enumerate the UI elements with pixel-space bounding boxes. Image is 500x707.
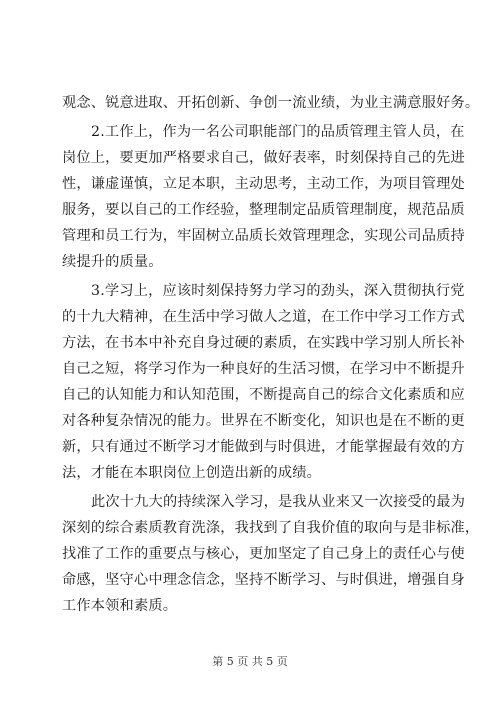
paragraph-3-line-4: 自己之短，将学习作为一种良好的生活习惯，在学习中不断提升 bbox=[62, 361, 465, 377]
paragraph-3-line-1: 3.学习上，应该时刻保持努力学习的劲头，深入贯彻执行党 bbox=[91, 283, 465, 299]
paragraph-2-line-1: 2.工作上，作为一名公司职能部门的品质管理主管人员，在 bbox=[91, 124, 465, 140]
paragraph-3-line-2: 的十九大精神，在生活中学习做人之道，在工作中学习工作方式 bbox=[62, 309, 465, 325]
paragraph-4-line-3: 找准了工作的重要点与核心，更加坚定了自己身上的责任心与使 bbox=[62, 546, 465, 562]
paragraph-4-line-2: 深刻的综合素质教育洗涤，我找到了自我价值的取向与是非标准， bbox=[62, 520, 480, 536]
paragraph-2-line-5: 管理和员工行为，牢固树立品质长效管理理念，实现公司品质持 bbox=[62, 228, 465, 244]
paragraph-2-line-2: 岗位上，要更加严格要求自己，做好表率，时刻保持自己的先进 bbox=[62, 150, 465, 166]
paragraph-2-line-4: 服务，要以自己的工作经验，整理制定品质管理制度，规范品质 bbox=[62, 202, 465, 218]
page-number-footer: 第 5 页 共 5 页 bbox=[212, 655, 288, 668]
paragraph-3-line-3: 方法，在书本中补充自身过硬的素质，在实践中学习别人所长补 bbox=[62, 335, 465, 351]
paragraph-2-line-6: 续提升的质量。 bbox=[62, 254, 163, 270]
paragraph-2-line-3: 性，谦虚谨慎，立足本职，主动思考，主动工作，为项目管理处 bbox=[62, 176, 465, 192]
paragraph-1-line-1: 观念、锐意进取、开拓创新、争创一流业绩，为业主满意服好务。 bbox=[62, 95, 480, 111]
paragraph-3-line-5: 自己的认知能力和认知范围，不断提高自己的综合文化素质和应 bbox=[62, 387, 465, 403]
paragraph-3-line-7: 新，只有通过不断学习才能做到与时俱进，才能掌握最有效的方 bbox=[62, 439, 465, 455]
paragraph-4-line-5: 工作本领和素质。 bbox=[62, 598, 178, 614]
paragraph-4-line-4: 命感，坚守心中理念信念，坚持不断学习、与时俱进，增强自身 bbox=[62, 572, 465, 588]
paragraph-3-line-6: 对各种复杂情况的能力。世界在不断变化，知识也是在不断的更 bbox=[62, 413, 465, 429]
paragraph-4-line-1: 此次十九大的持续深入学习，是我从业来又一次接受的最为 bbox=[91, 494, 466, 510]
paragraph-3-line-8: 法，才能在本职岗位上创造出新的成绩。 bbox=[62, 465, 321, 481]
